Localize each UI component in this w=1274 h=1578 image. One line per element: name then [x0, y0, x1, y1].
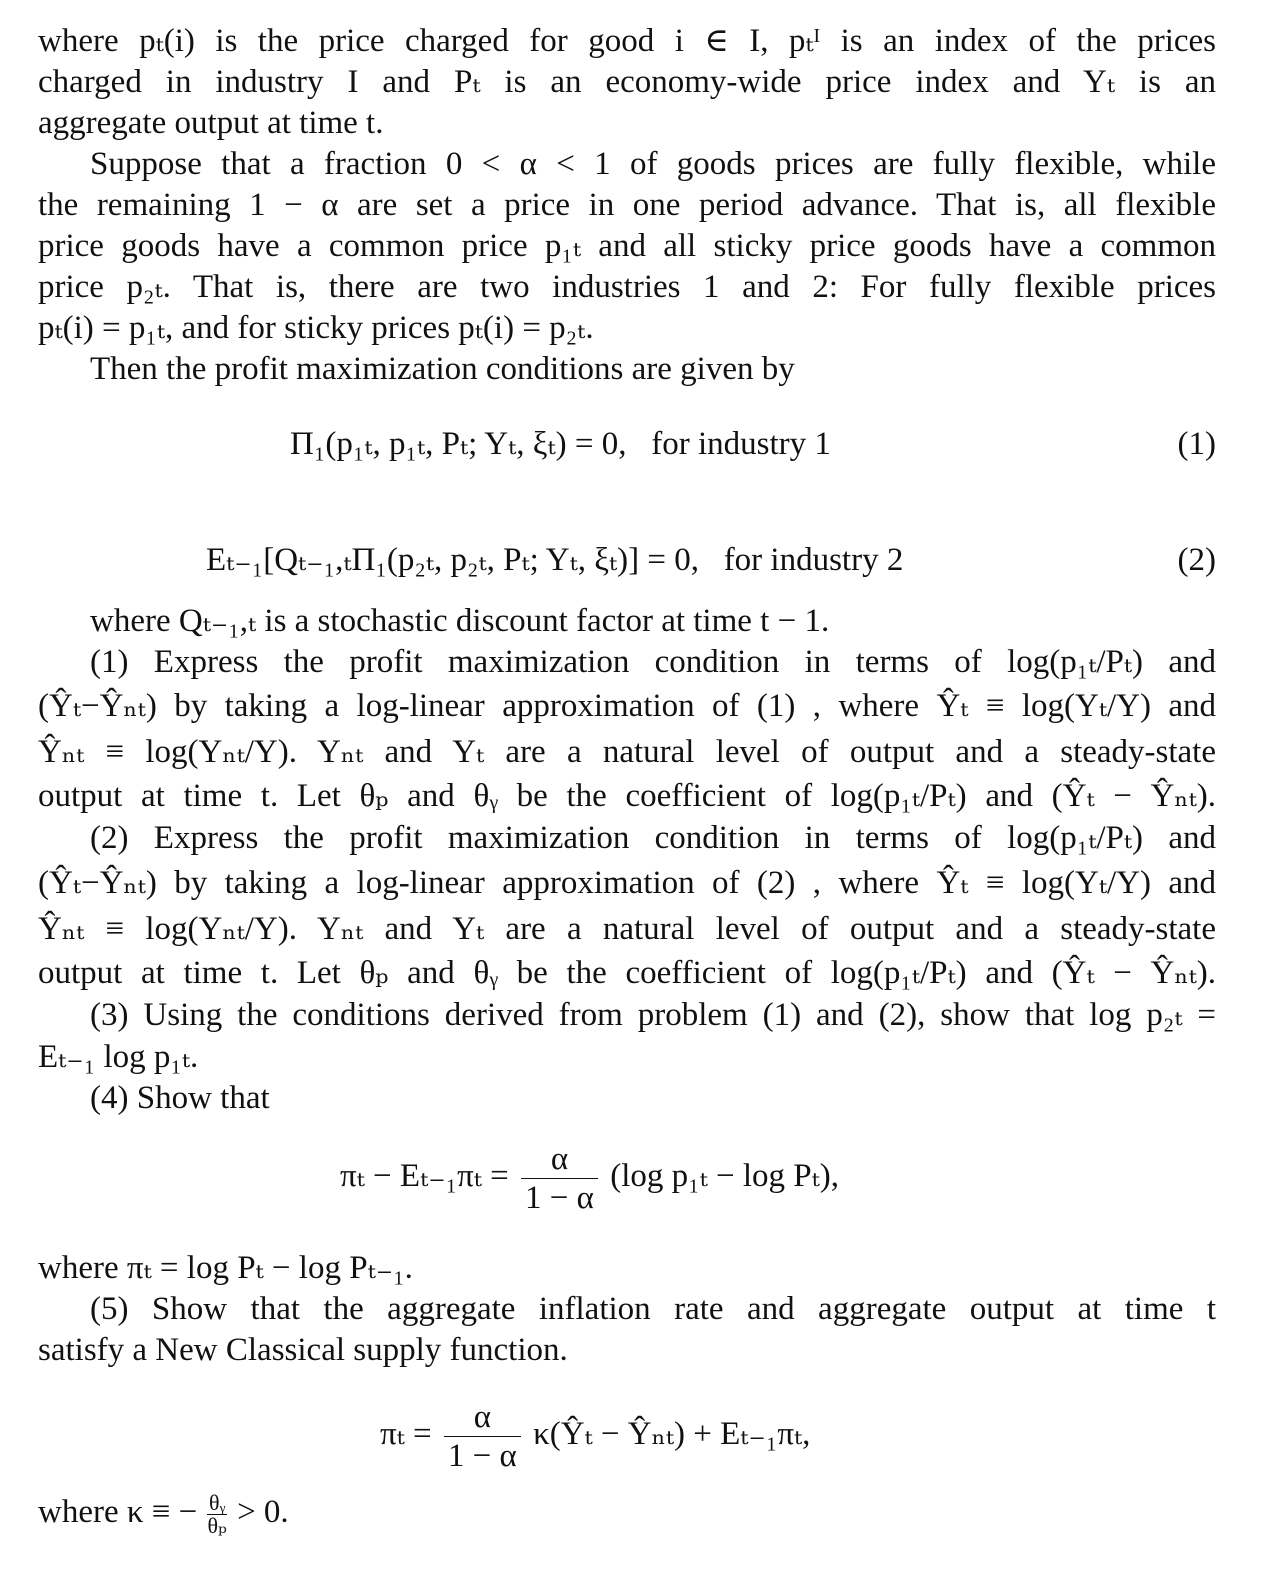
text-line: aggregate output at time t. — [38, 105, 384, 141]
kappa-suffix: > 0. — [237, 1494, 289, 1531]
text-line: where Qₜ₋₁,ₜ is a stochastic discount factor at time t − 1. — [90, 603, 830, 639]
text-line: (2) Express the profit maximization condition in terms of log(p₁ₜ/Pₜ) and — [90, 820, 1216, 856]
text-line: pₜ(i) = p₁ₜ, and for sticky prices pₜ(i) = p₂ₜ. — [38, 310, 594, 346]
equation-3-rhs: (log p₁ₜ − log Pₜ), — [610, 1158, 840, 1195]
text-line: the remaining 1 − α are set a price in one period advance. That is, all flexible — [38, 187, 1216, 223]
kappa-fraction — [207, 1492, 226, 1537]
fraction-denominator: 1 − α — [525, 1180, 594, 1216]
text-line: Eₜ₋₁ log p₁ₜ. — [38, 1039, 199, 1075]
equation-3-fraction — [521, 1140, 598, 1217]
equation-3 — [340, 1140, 839, 1217]
text-line: satisfy a New Classical supply function. — [38, 1332, 568, 1368]
text-line: where pₜ(i) is the price charged for good i ∈ I, pₜᴵ is an index of the prices — [38, 23, 1216, 59]
equation-2-number: (2) — [1177, 542, 1216, 578]
fraction-denominator: θₚ — [207, 1513, 227, 1538]
equation-2-tail: for industry 2 — [723, 542, 904, 578]
fraction-numerator: θᵧ — [208, 1490, 226, 1515]
text-line: (4) Show that — [90, 1080, 270, 1116]
equation-1 — [290, 424, 831, 465]
text-line: Ŷₙₜ ≡ log(Yₙₜ/Y). Yₙₜ and Yₜ are a natural level of output and a steady-state — [38, 911, 1216, 947]
text-line: (1) Express the profit maximization condition in terms of log(p₁ₜ/Pₜ) and — [90, 644, 1216, 680]
text-line: Ŷₙₜ ≡ log(Yₙₜ/Y). Yₙₜ and Yₜ are a natural level of output and a steady-state — [38, 734, 1216, 770]
equation-3-lhs: πₜ − Eₜ₋₁πₜ = — [340, 1158, 509, 1195]
fraction-numerator: α — [521, 1140, 598, 1179]
equation-4 — [380, 1398, 810, 1475]
text-line: output at time t. Let θₚ and θᵧ be the coefficient of log(p₁ₜ/Pₜ) and (Ŷₜ − Ŷₙₜ). — [38, 955, 1216, 991]
kappa-prefix: where κ ≡ − — [38, 1494, 198, 1531]
text-line: where πₜ = log Pₜ − log Pₜ₋₁. — [38, 1250, 413, 1286]
equation-1-number: (1) — [1177, 426, 1216, 462]
text-line: price goods have a common price p₁ₜ and all sticky price goods have a common — [38, 228, 1216, 264]
fraction-denominator: 1 − α — [447, 1438, 517, 1474]
text-line: charged in industry I and Pₜ is an economy-wide price index and Yₜ is an — [38, 64, 1216, 100]
text-line: (5) Show that the aggregate inflation rate and aggregate output at time t — [90, 1291, 1216, 1327]
equation-1-body: Π₁(p₁ₜ, p₁ₜ, Pₜ; Yₜ, ξₜ) = 0, — [290, 426, 627, 462]
equation-1-tail: for industry 1 — [651, 426, 831, 462]
text-line: (Ŷₜ−Ŷₙₜ) by taking a log-linear approximation of (2) , where Ŷₜ ≡ log(Yₜ/Y) and — [38, 865, 1216, 901]
equation-4-fraction — [444, 1398, 521, 1475]
text-line: price p₂ₜ. That is, there are two industries 1 and 2: For fully flexible prices — [38, 269, 1216, 305]
equation-4-rhs: κ(Ŷₜ − Ŷₙₜ) + Eₜ₋₁πₜ, — [533, 1416, 811, 1453]
fraction-numerator: α — [444, 1398, 521, 1437]
equation-2 — [206, 540, 903, 581]
kappa-definition — [38, 1492, 289, 1537]
equation-4-lhs: πₜ = — [380, 1416, 432, 1453]
text-line: (3) Using the conditions derived from problem (1) and (2), show that log p₂ₜ = — [90, 997, 1216, 1033]
equation-2-body: Eₜ₋₁[Qₜ₋₁,ₜΠ₁(p₂ₜ, p₂ₜ, Pₜ; Yₜ, ξₜ)] = 0, — [206, 542, 699, 578]
text-line: (Ŷₜ−Ŷₙₜ) by taking a log-linear approximation of (1) , where Ŷₜ ≡ log(Yₜ/Y) and — [38, 688, 1216, 724]
text-line: Then the profit maximization conditions are given by — [90, 351, 795, 387]
text-line: Suppose that a fraction 0 < α < 1 of goods prices are fully flexible, while — [90, 146, 1216, 182]
text-line: output at time t. Let θₚ and θᵧ be the coefficient of log(p₁ₜ/Pₜ) and (Ŷₜ − Ŷₙₜ). — [38, 778, 1216, 814]
